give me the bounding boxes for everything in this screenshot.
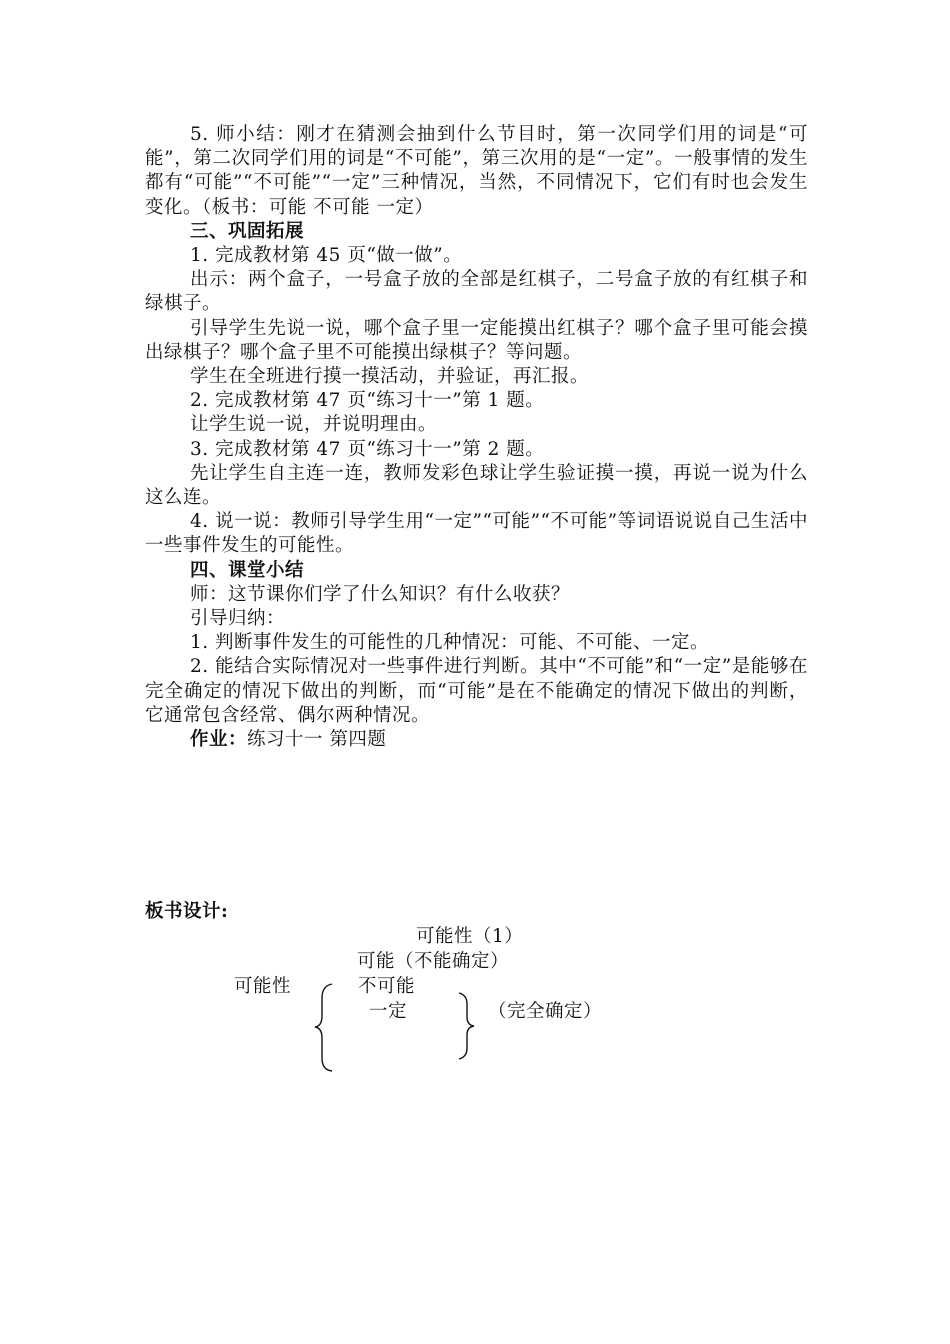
paragraph-speak-up: 4. 说一说：教师引导学生用“一定”“可能”“不可能”等词语说说自己生活中一些事件发生的可能性。 <box>145 511 808 557</box>
paragraph-explain-reason: 让学生说一说，并说明理由。 <box>190 414 438 436</box>
section-heading-summary: 四、课堂小结 <box>190 559 305 581</box>
paragraph-guide-students: 引导学生先说一说，哪个盒子里一定能摸出红棋子？哪个盒子里可能会摸出绿棋子？哪个盒子里不可能摸出绿棋子？等问题。 <box>145 317 808 363</box>
paragraph-summary-2: 2. 能结合实际情况对一些事件进行判断。其中“不可能”和“一定”是能够在完全确定的情况下做出的判断，而“可能”是在不能确定的情况下做出的判断，它通常包含经常、偶尔两种情况。 <box>145 656 808 726</box>
paragraph-connect-lines: 先让学生自主连一连，教师发彩色球让学生验证摸一摸，再说一说为什么这么连。 <box>145 462 808 509</box>
board-left-label: 可能性 <box>234 976 292 997</box>
board-title: 可能性（1） <box>416 926 524 947</box>
homework-label: 作业： <box>190 729 248 751</box>
board-item-impossible: 不可能 <box>358 976 416 997</box>
paragraph-summary-1: 1. 判断事件发生的可能性的几种情况：可能、不可能、一定。 <box>190 632 710 654</box>
paragraph-exercise-2: 2. 完成教材第 47 页“练习十一”第 1 题。 <box>190 390 545 412</box>
board-item-certain: 一定 <box>369 1001 408 1022</box>
paragraph-homework <box>145 728 808 752</box>
paragraph-show-boxes: 出示：两个盒子，一号盒子放的全部是红棋子，二号盒子放的有红棋子和绿棋子。 <box>145 269 808 315</box>
left-brace-icon <box>310 980 340 1075</box>
board-design-heading: 板书设计: <box>145 901 229 922</box>
section-heading-consolidate: 三、巩固拓展 <box>190 220 305 242</box>
paragraph-class-activity: 学生在全班进行摸一摸活动，并验证，再汇报。 <box>190 366 590 388</box>
homework-text: 练习十一 第四题 <box>247 729 387 751</box>
paragraph-induction: 引导归纳： <box>190 608 286 630</box>
lesson-body <box>145 123 808 752</box>
board-item-possible: 可能（不能确定） <box>357 951 510 972</box>
paragraph-exercise-3: 3. 完成教材第 47 页“练习十一”第 2 题。 <box>190 438 545 460</box>
paragraph-teacher-question: 师：这节课你们学了什么知识？有什么收获？ <box>190 583 571 605</box>
board-right-note: （完全确定） <box>488 1001 603 1022</box>
paragraph-exercise-1: 1. 完成教材第 45 页“做一做”。 <box>190 245 463 267</box>
right-brace-icon <box>455 990 481 1062</box>
paragraph-teacher-summary: 5. 师小结：刚才在猜测会抽到什么节目时，第一次同学们用的词是“可能”，第二次同学们用的词是“不可能”，第三次用的是“一定”。一般事情的发生都有“可能”“不可能”“一定”三种情况，当然，不同情况下，它们有时也会发生变化。（板书：可能 不可能 一定） <box>145 124 808 218</box>
